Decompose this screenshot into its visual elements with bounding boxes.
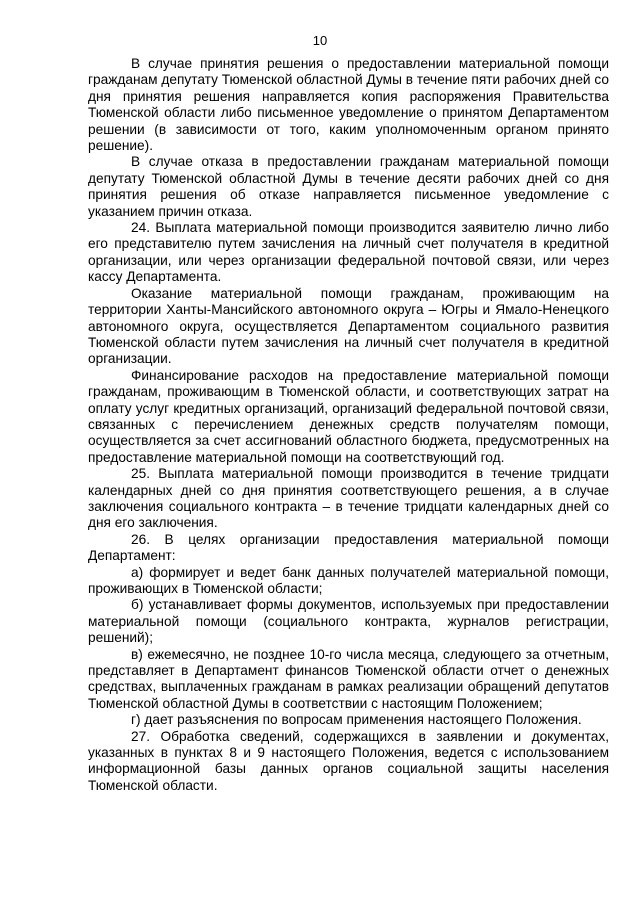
page-number: 10 bbox=[312, 33, 328, 48]
paragraph-financing: Финансирование расходов на предоставление материальной помощи гражданам, проживающим в Тюменской области, и соответствующих затрат на оплату услуг кредитных организаций, организаций федеральной почтовой связи, связанных с перечислением денежных средств получателям помощи, осуществляется за счет ассигнований областного бюджета, предусмотренных на предоставление материальной помощи на соответствующий год. bbox=[88, 367, 609, 465]
document-body bbox=[88, 56, 609, 794]
paragraph-item-26-a: а) формирует и ведет банк данных получателей материальной помощи, проживающих в Тюменской области; bbox=[88, 564, 609, 596]
paragraph-autonomous-okrugs-payment: Оказание материальной помощи гражданам, проживающим на территории Ханты-Мансийского автономного округа – Югры и Ямало-Ненецкого автономного округа, осуществляется Департаментом социального развития Тюменской области путем зачисления на личный счет получателя в кредитной организации. bbox=[88, 285, 609, 367]
paragraph-item-27-data-processing: 27. Обработка сведений, содержащихся в заявлении и документах, указанных в пунктах 8 и 9 настоящего Положения, ведется с использованием информационной базы данных органов социальной защиты населения Тюменской области. bbox=[88, 728, 609, 793]
paragraph-refusal-notice: В случае отказа в предоставлении гражданам материальной помощи депутату Тюменской областной Думы в течение десяти рабочих дней со дня принятия решения об отказе направляется письменное уведомление с указанием причин отказа. bbox=[88, 154, 609, 219]
paragraph-item-25-payment-period: 25. Выплата материальной помощи производится в течение тридцати календарных дней со дня принятия соответствующего решения, а в случае заключения социального контракта – в течение тридцати календарных дней со дня его заключения. bbox=[88, 466, 609, 531]
paragraph-item-26-b: б) устанавливает формы документов, используемых при предоставлении материальной помощи (социального контракта, журналов регистрации, решений); bbox=[88, 597, 609, 646]
paragraph-item-24-payment: 24. Выплата материальной помощи производится заявителю лично либо его представителю путем зачисления на личный счет получателя в кредитной организации, или через организации федеральной почтовой связи, или через кассу Департамента. bbox=[88, 220, 609, 285]
paragraph-item-26-v: в) ежемесячно, не позднее 10-го числа месяца, следующего за отчетным, представляет в Департамент финансов Тюменской области отчет о денежных средствах, выплаченных гражданам в рамках реализации обращений депутатов Тюменской областной Думы в соответствии с настоящим Положением; bbox=[88, 646, 609, 711]
paragraph-material-aid-decision-notice: В случае принятия решения о предоставлении материальной помощи гражданам депутату Тюменской областной Думы в течение пяти рабочих дней со дня принятия решения направляется копия распоряжения Правительства Тюменской области либо письменное уведомление о принятом Департаментом решении (в зависимости от того, каким уполномоченным органом принято решение). bbox=[88, 56, 609, 154]
paragraph-item-26-department: 26. В целях организации предоставления материальной помощи Департамент: bbox=[88, 531, 609, 564]
paragraph-item-26-g: г) дает разъяснения по вопросам применения настоящего Положения. bbox=[131, 712, 582, 728]
